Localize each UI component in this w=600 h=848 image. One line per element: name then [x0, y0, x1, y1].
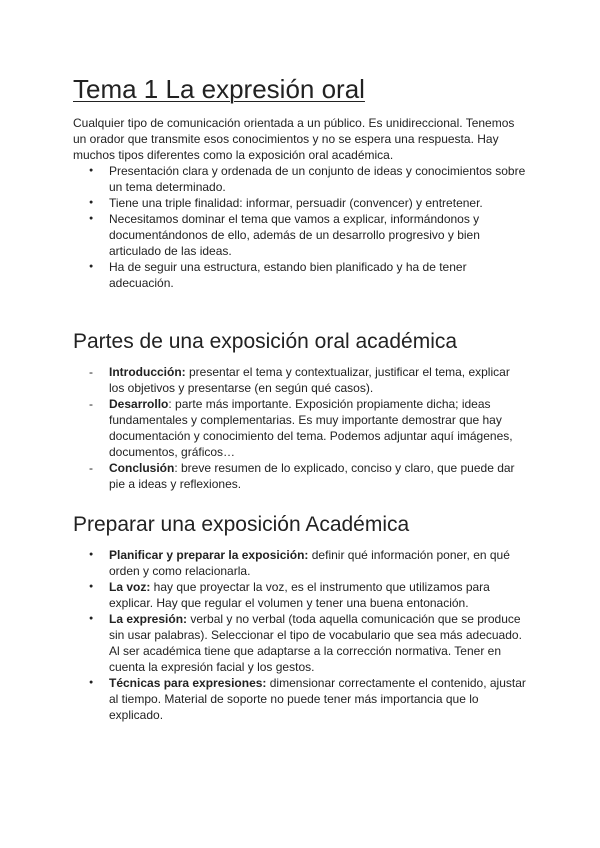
list-item: ● Necesitamos dominar el tema que vamos a explicar, informándonos y documentándonos de ello, además de un desarrollo progresivo y bien articulado de las ideas. [73, 211, 528, 259]
list-item: ● Presentación clara y ordenada de un conjunto de ideas y conocimientos sobre un tema determinado. [73, 163, 528, 195]
item-term: Desarrollo [109, 397, 169, 411]
list-item [73, 675, 528, 723]
section-heading: Partes de una exposición oral académica [73, 330, 458, 353]
parts-list [73, 364, 528, 492]
item-text: verbal y no verbal (toda aquella comunicación que se produce sin usar palabras). Seleccionar el tipo de vocabulario que sea más adecuado. Al ser académica tiene que adaptarse a la corrección normativa. Tener en cuenta la expresión facial y los gestos. [109, 612, 522, 674]
item-term: Conclusión [109, 461, 175, 475]
section-parts [73, 329, 528, 492]
item-term: La voz: [109, 580, 151, 594]
document-content [73, 73, 528, 723]
list-item: ● Tiene una triple finalidad: informar, persuadir (convencer) y entretener. [73, 195, 528, 211]
section-heading: Preparar una exposición Académica [73, 513, 410, 536]
item-text: : breve resumen de lo explicado, conciso y claro, que puede dar pie a ideas y reflexiones. [109, 461, 515, 491]
item-text: presentar el tema y contextualizar, justificar el tema, explicar los objetivos y presentarse (en según qué casos). [109, 365, 510, 395]
list-item: ● Ha de seguir una estructura, estando bien planificado y ha de tener adecuación. [73, 259, 528, 291]
item-term: La expresión: [109, 612, 188, 626]
item-text: definir qué información poner, en qué orden y como relacionarla. [109, 548, 510, 578]
list-item [73, 547, 528, 579]
list-item [73, 364, 528, 396]
intro-bullet-list [73, 163, 528, 291]
item-text: dimensionar correctamente el contenido, ajustar al tiempo. Material de soporte no puede tener más importancia que lo explicado. [109, 676, 526, 722]
item-term: Planificar y preparar la exposición: [109, 548, 309, 562]
prepare-list [73, 547, 528, 723]
intro-paragraph: Cualquier tipo de comunicación orientada a un público. Es unidireccional. Tenemos un orador que transmite esos conocimientos y no se espera una respuesta. Hay muchos tipos diferentes como la exposición oral académica. [73, 116, 515, 162]
list-item [73, 611, 528, 675]
section-prepare [73, 512, 528, 723]
list-item [73, 460, 528, 492]
item-text: : parte más importante. Exposición propiamente dicha; ideas fundamentales y complementarias. Es muy importante demostrar que hay documentación y conocimiento del tema. Podemos adjuntar aquí imágenes, documentos, gráficos… [109, 397, 513, 459]
item-term: Introducción: [109, 365, 186, 379]
page-title: Tema 1 La expresión oral [73, 74, 365, 104]
list-item [73, 396, 528, 460]
list-item [73, 579, 528, 611]
item-text: hay que proyectar la voz, es el instrumento que utilizamos para explicar. Hay que regular el volumen y tener una buena entonación. [109, 580, 490, 610]
item-term: Técnicas para expresiones: [109, 676, 267, 690]
